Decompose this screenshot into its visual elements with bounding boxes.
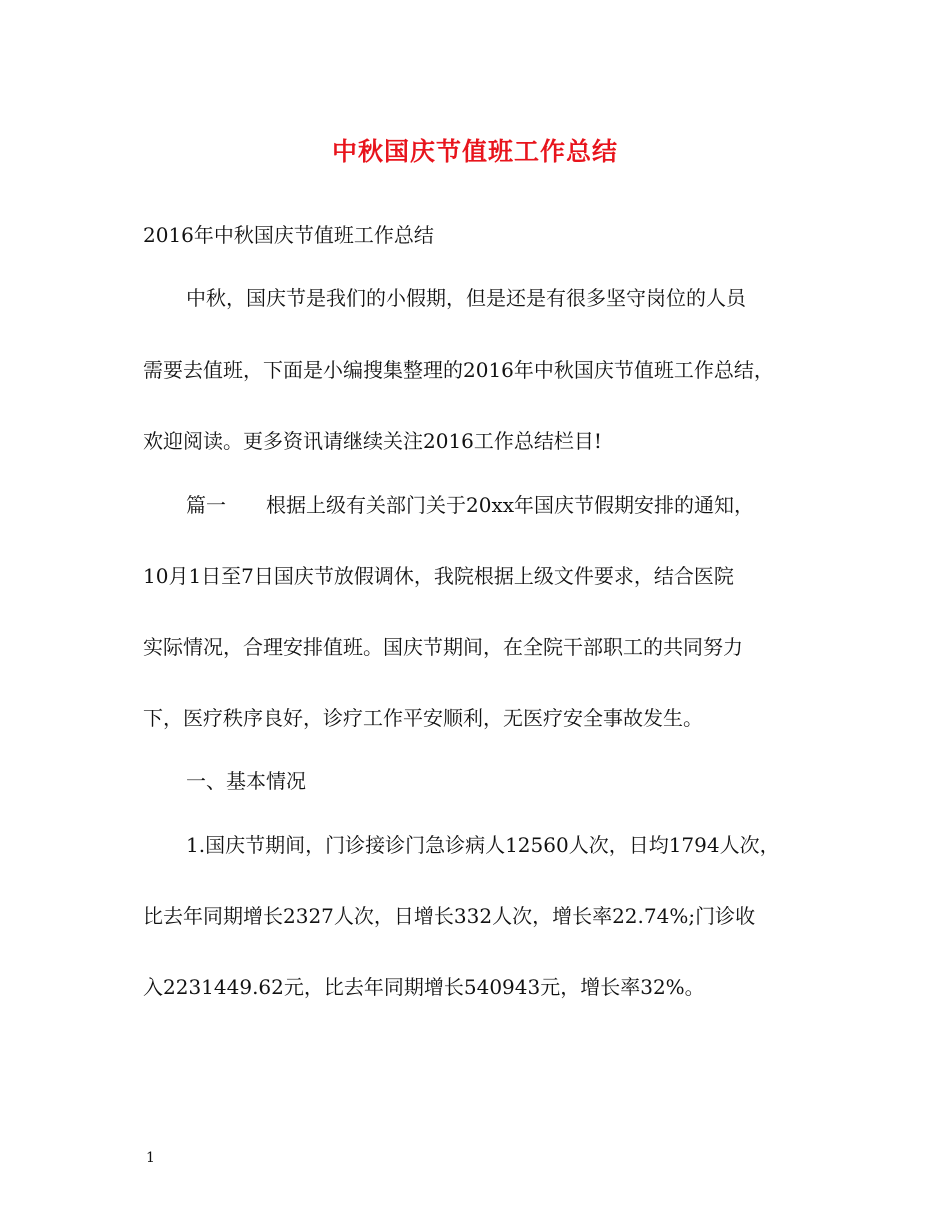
paragraph-line: 1.国庆节期间，门诊接诊门急诊病人12560人次，日均1794人次， bbox=[186, 833, 780, 857]
paragraph-line: 下，医疗秩序良好，诊疗工作平安顺利，无医疗安全事故发生。 bbox=[143, 706, 703, 730]
paragraph-line: 篇一 根据上级有关部门关于20xx年国庆节假期安排的通知， bbox=[186, 493, 755, 517]
paragraph-line: 中秋，国庆节是我们的小假期，但是还是有很多坚守岗位的人员 bbox=[186, 286, 746, 310]
document-title: 中秋国庆节值班工作总结 bbox=[331, 137, 618, 166]
section-heading: 一、基本情况 bbox=[186, 769, 306, 793]
paragraph-line: 实际情况，合理安排值班。国庆节期间，在全院干部职工的共同努力 bbox=[143, 635, 743, 659]
paragraph-line: 10月1日至7日国庆节放假调休，我院根据上级文件要求，结合医院 bbox=[143, 564, 734, 588]
paragraph-line: 入2231449.62元，比去年同期增长540943元，增长率32%。 bbox=[143, 975, 705, 999]
document-subtitle: 2016年中秋国庆节值班工作总结 bbox=[143, 223, 434, 247]
page-number: 1 bbox=[146, 1150, 155, 1166]
paragraph-line: 欢迎阅读。更多资讯请继续关注2016工作总结栏目! bbox=[143, 429, 602, 453]
paragraph-line: 比去年同期增长2327人次，日增长332人次，增长率22.74%;门诊收 bbox=[143, 904, 756, 928]
paragraph-line: 需要去值班，下面是小编搜集整理的2016年中秋国庆节值班工作总结， bbox=[143, 358, 774, 382]
